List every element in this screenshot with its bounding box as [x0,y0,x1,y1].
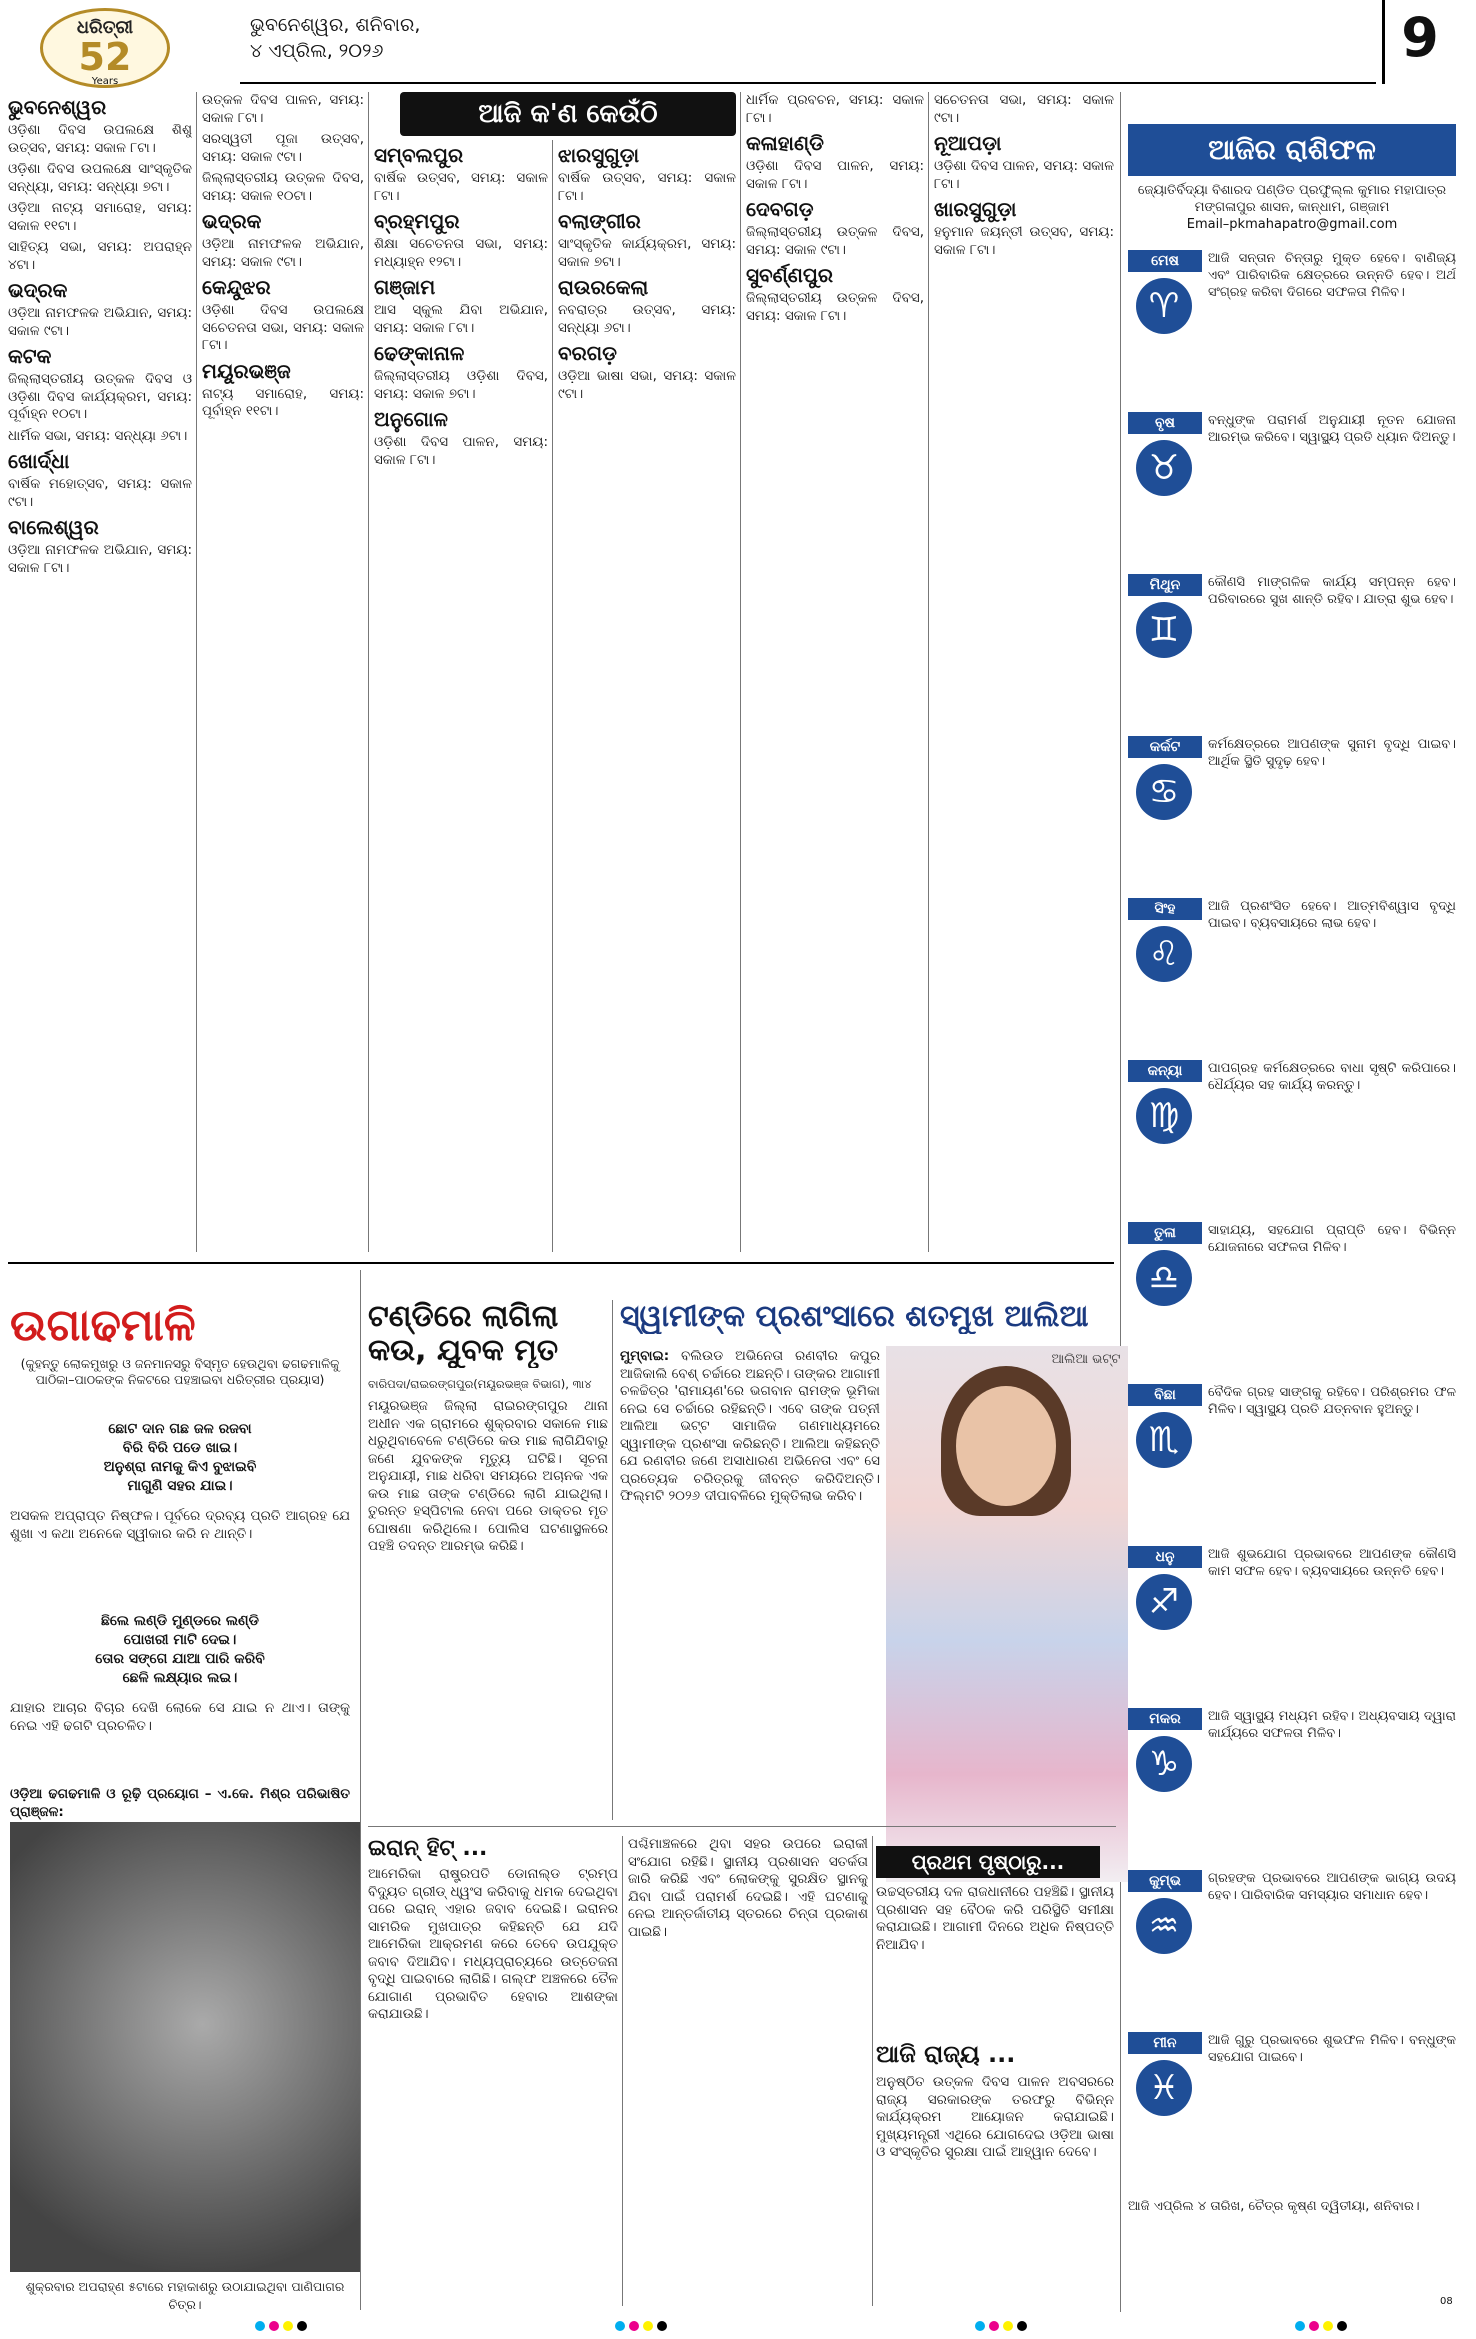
registration-dot [1003,2321,1013,2331]
event-city-heading: ଢେଙ୍କାନାଳ [374,341,465,365]
years-label: Years [91,76,119,87]
rashi-name: କୁମ୍ଭ [1128,1870,1202,1892]
story1-body: ମୟୂରଭଞ୍ଜ ଜିଲ୍ଲା ରାଇରଙ୍ଗପୁର ଥାନା ଅଧୀନ ଏକ ଗ୍ରାମରେ ଶୁକ୍ରବାର ସକାଳେ ମାଛ ଧରୁଥିବାବେଳେ ଟଣ୍ଡିରେ କଉ ମାଛ ଲାଗିଯିବାରୁ ଜଣେ ଯୁବକଙ୍କ ମୃତ୍ୟୁ ଘଟିଛି। ସୂଚନା ଅନୁଯାୟୀ, ମାଛ ଧରିବା ସମୟରେ ଅଚାନକ ଏକ କଉ ମାଛ ତାଙ୍କ ଟଣ୍ଡିରେ ଲାଗି ଯାଇଥିଲା। ତୁରନ୍ତ ହସ୍ପିଟାଲ ନେବା ପରେ ଡାକ୍ତର ମୃତ ଘୋଷଣା କରିଥିଲେ। ପୋଲିସ ଘଟଣାସ୍ଥଳରେ ପହଞ୍ଚି ତଦନ୍ତ ଆରମ୍ଭ କରିଛି। [368,1398,608,1554]
rashi-name: ତୁଳା [1128,1222,1202,1244]
poem-line: ଅନୁଶ୍ରା ନାମକୁ କିଏ ବୁଝାଇବି [103,1459,257,1475]
rashifal-intro [1128,182,1456,233]
registration-dot [975,2321,985,2331]
rashi-text: ଆଜି ସ୍ୱାସ୍ଥ୍ୟ ମଧ୍ୟମ ରହିବ। ଅଧ୍ୟବସାୟ ଦ୍ୱାରା କାର୍ଯ୍ୟରେ ସଫଳତା ମିଳିବ। [1208,1709,1456,1741]
event-city-heading: ମୟୂରଭଞ୍ଜ [202,358,291,383]
events-column-4 [558,140,736,1252]
zodiac-icon: ♋ [1136,764,1192,820]
event-city-heading: ଖାରସୁଗୁଡ଼ା [934,197,1017,221]
rashi-name: ମେଷ [1128,250,1202,272]
astrologer-email: Email–pkmahapatro@gmail.com [1186,217,1398,232]
column-rule [622,1836,623,2306]
weather-caption: ଶୁକ୍ରବାର ଅପରାହ୍ଣ ୫ଟାରେ ମହାକାଶରୁ ଉଠାଯାଇଥିବା ପାଣିପାଗର ଚିତ୍ର। [25,2279,345,2312]
rashi-name: ମିଥୁନ [1128,574,1202,596]
event-item: ସାହିତ୍ୟ ସଭା, ସମୟ: ଅପରାହ୍ନ ୪ଟା। [8,239,192,273]
rashi-name: କନ୍ୟା [1128,1060,1202,1082]
story2-dateline: ମୁମ୍ବାଇ: [620,1348,670,1364]
satellite-image [10,1822,360,2272]
event-city-heading: ଖୋର୍ଦ୍ଧା [8,449,70,473]
ugadhamali-para-2: ଯାହାର ଆଚାର ବିଚାର ଦେଖି ଲୋକେ ସେ ଯାଇ ନ ଥାଏ। ତାଙ୍କୁ ନେଇ ଏହି ଢଗଟି ପ୍ରଚଳିତ। [10,1700,350,1734]
event-item: ସରସ୍ୱତୀ ପୂଜା ଉତ୍ସବ, ସମୟ: ସକାଳ ୯ଟା। [202,131,364,165]
rashi-entry [1128,2032,1456,2188]
column-rule [740,92,741,1252]
poem-line: ଛିଲେ ଲଣ୍ଡି ମୁଣ୍ଡରେ ଲଣ୍ଡି [100,1613,260,1629]
events-column-5 [746,92,924,1252]
event-item: ଜିଲ୍ଲାସ୍ତରୀୟ ଉତ୍କଳ ଦିବସ ଓ ଓଡ଼ିଶା ଦିବସ କାର୍ଯ୍ୟକ୍ରମ, ସମୟ: ପୂର୍ବାହ୍ନ ୧୦ଟା। [8,371,192,422]
rashi-name: ବିଛା [1128,1384,1202,1406]
column-rule [1120,92,1121,2312]
ugadhamali-poem-1 [10,1420,350,1496]
registration-dot [297,2321,307,2331]
zodiac-icon: ♊ [1136,602,1192,658]
rashi-name: ସିଂହ [1128,898,1202,920]
rashi-entry [1128,736,1456,892]
poem-line: ମାଗୁଣି ସହର ଯାଇ। [127,1478,233,1494]
registration-dot [1295,2321,1305,2331]
ugadhamali-subtitle: (କୁହନ୍ତୁ ଲୋକମୁଖରୁ ଓ ଜନମାନସରୁ ବିସ୍ମୃତ ହେଉଥିବା ଢଗଢମାଳିକୁ ପାଠିକା–ପାଠକଙ୍କ ନିକଟରେ ପହଞ୍ଚାଇବା ଧରିତ୍ରୀର ପ୍ରୟାସ) [20,1356,340,1387]
event-city-heading: ବାଲେଶ୍ୱର [8,515,99,539]
event-city-heading: ଗଞ୍ଜାମ [374,275,436,299]
header-rule [240,82,1376,84]
ugadhamali-title: ଉଗାଢମାଳି [10,1300,196,1351]
story1-headline: ଟଣ୍ଡିରେ ଲାଗିଲା କଉ, ଯୁବକ ମୃତ [368,1300,559,1368]
rashi-entry [1128,1222,1456,1378]
section-rule [8,1262,1114,1264]
zodiac-icon: ♓ [1136,2060,1192,2116]
column-rule [872,1836,873,2306]
rashi-text: ଆଜି ସନ୍ତାନ ଚିନ୍ତାରୁ ମୁକ୍ତ ହେବେ। ବାଣିଜ୍ୟ ଏବଂ ପାରିବାରିକ କ୍ଷେତ୍ରରେ ଉନ୍ନତି ହେବ। ଅର୍ଥ ସଂଗ୍ରହ କରିବା ଦିଗରେ ସଫଳତା ମିଳିବ। [1208,251,1456,300]
rashi-text: ଗ୍ରହଙ୍କ ପ୍ରଭାବରେ ଆପଣଙ୍କ ଭାଗ୍ୟ ଉଦୟ ହେବ। ପାରିବାରିକ ସମସ୍ୟାର ସମାଧାନ ହେବ। [1208,1871,1456,1903]
registration-dot [1323,2321,1333,2331]
event-item: ଓଡ଼ିଶା ଦିବସ ପାଳନ, ସମୟ: ସକାଳ ୮ଟା। [934,158,1114,192]
event-city-heading: ଭଦ୍ରକ [8,278,68,302]
event-item: ଓଡ଼ିଆ ନାଟ୍ୟ ସମାରୋହ, ସମୟ: ସକାଳ ୧୧ଟା। [8,200,192,234]
event-item: ଆସ ସ୍କୁଲ ଯିବା ଅଭିଯାନ, ସମୟ: ସକାଳ ୮ଟା। [374,302,548,336]
registration-dot [1337,2321,1347,2331]
event-item: ଓଡ଼ିଆ ନାମଫଳକ ଅଭିଯାନ, ସମୟ: ସକାଳ ୯ଟା। [202,236,364,270]
registration-dot [643,2321,653,2331]
photo-caption: ଆଲିଆ ଭଟ୍ଟ [1051,1352,1121,1367]
photo-face [956,1386,1056,1506]
events-column-1 [8,92,192,1252]
rashifal-title: ଆଜିର ରାଶିଫଳ [1128,124,1456,176]
event-item: ଓଡ଼ିଶା ଦିବସ ପାଳନ, ସମୟ: ସକାଳ ୮ଟା। [746,158,924,192]
astrologer-name: ଜ୍ୟୋତିର୍ବିଦ୍ୟା ବିଶାରଦ ପଣ୍ଡିତ ପ୍ରଫୁଲ୍ଲ କୁମାର ମହାପାତ୍ର [1137,183,1447,198]
event-item: ବାର୍ଷିକ ମହୋତ୍ସବ, ସମୟ: ସକାଳ ୯ଟା। [8,476,192,510]
event-item: ହନୁମାନ ଜୟନ୍ତୀ ଉତ୍ସବ, ସମୟ: ସକାଳ ୮ଟା। [934,224,1114,258]
rashi-entry [1128,1060,1456,1216]
rashi-text: ସାହାଯ୍ୟ, ସହଯୋଗ ପ୍ରାପ୍ତି ହେବ। ବିଭିନ୍ନ ଯୋଜନାରେ ସଫଳତା ମିଳିବ। [1208,1223,1456,1255]
event-item: ଜିଲ୍ଲାସ୍ତରୀୟ ଉତ୍କଳ ଦିବସ, ସମୟ: ସକାଳ ୯ଟା। [746,224,924,258]
brand-name: ଧରିତ୍ରୀ [76,17,134,38]
event-city-heading: କଟକ [8,344,52,368]
rashi-entry [1128,1546,1456,1702]
zodiac-icon: ♉ [1136,440,1192,496]
event-item: ବାର୍ଷିକ ଉତ୍ସବ, ସମୟ: ସକାଳ ୮ଟା। [374,170,548,204]
rashi-text: ବୈଦିକ ଗ୍ରହ ସାଙ୍ଗକୁ ରହିବେ। ପରିଶ୍ରମର ଫଳ ମିଳିବ। ସ୍ୱାସ୍ଥ୍ୟ ପ୍ରତି ଯତ୍ନବାନ ହୁଅନ୍ତୁ। [1208,1385,1456,1417]
event-city-heading: ବ୍ରହ୍ମପୁର [374,209,460,233]
story2-text: ବଲିଉଡ ଅଭିନେତା ରଣବୀର କପୁର ଆଜିକାଲି ବେଶ୍ ଚର୍ଚ୍ଚାରେ ଅଛନ୍ତି। ତାଙ୍କର ଆଗାମୀ ଚଳଚ୍ଚିତ୍ର 'ରାମାୟଣ'ରେ ଭଗବାନ ରାମଙ୍କ ଭୂମିକା ନେଇ ସେ ଚର୍ଚ୍ଚାରେ ରହିଛନ୍ତି। ଏବେ ତାଙ୍କ ପତ୍ନୀ ଆଲିଆ ଭଟ୍ଟ ସାମାଜିକ ଗଣମାଧ୍ୟମରେ ସ୍ୱାମୀଙ୍କ ପ୍ରଶଂସା କରିଛନ୍ତି। ଆଲିଆ କହିଛନ୍ତି ଯେ ରଣବୀର ଜଣେ ଅସାଧାରଣ ଅଭିନେତା ଏବଂ ସେ ପ୍ରତ୍ୟେକ ଚରିତ୍ରକୁ ଜୀବନ୍ତ କରିଦିଅନ୍ତି। ଫିଲ୍ମଟି ୨୦୨୬ ଦୀପାବଳିରେ ମୁକ୍ତିଲାଭ କରିବ। [620,1348,880,1504]
registration-dot [255,2321,265,2331]
event-city-heading: ଝାରସୁଗୁଡ଼ା [558,143,640,167]
print-registration-strip [0,2316,1476,2336]
event-item: ନାଟ୍ୟ ସମାରୋହ, ସମୟ: ପୂର୍ବାହ୍ନ ୧୧ଟା। [202,385,364,419]
event-item: ଓଡ଼ିଆ ନାମଫଳକ ଅଭିଯାନ, ସମୟ: ସକାଳ ୮ଟା। [8,542,192,576]
event-item: ଓଡ଼ିଶା ଦିବସ ପାଳନ, ସମୟ: ସକାଳ ୮ଟା। [374,434,548,468]
story3-body: ଆମେରିକା ରାଷ୍ଟ୍ରପତି ଡୋନାଲ୍ଡ ଟ୍ରମ୍ପ ବିଦ୍ୟୁତ ଗ୍ରୀଡ୍ ଧ୍ୱଂସ କରିବାକୁ ଧମକ ଦେଇଥିବା ପରେ ଇରାନ୍ ଏହାର ଜବାବ ଦେଇଛି। ଇରାନର ସାମରିକ ମୁଖପାତ୍ର କହିଛନ୍ତି ଯେ ଯଦି ଆମେରିକା ଆକ୍ରମଣ କରେ ତେବେ ଉପଯୁକ୍ତ ଜବାବ ଦିଆଯିବ। ମଧ୍ୟପ୍ରାଚ୍ୟରେ ଉତ୍ତେଜନା ବୃଦ୍ଧି ପାଇବାରେ ଲାଗିଛି। ଗଲ୍ଫ ଅଞ୍ଚଳରେ ତୈଳ ଯୋଗାଣ ପ୍ରଭାବିତ ହେବାର ଆଶଙ୍କା କରାଯାଉଛି। [368,1866,618,2022]
event-item: ବାର୍ଷିକ ଉତ୍ସବ, ସମୟ: ସକାଳ ୮ଟା। [558,170,736,204]
registration-dot [1309,2321,1319,2331]
event-item: ଓଡ଼ିଶା ଦିବସ ଉପଲକ୍ଷେ ସାଂସ୍କୃତିକ ସନ୍ଧ୍ୟା, ସମୟ: ସନ୍ଧ୍ୟା ୭ଟା। [8,161,192,195]
event-item: ଜିଲ୍ଲାସ୍ତରୀୟ ଉତ୍କଳ ଦିବସ, ସମୟ: ସକାଳ ୮ଟା। [746,290,924,324]
event-item: ଜିଲ୍ଲାସ୍ତରୀୟ ଓଡ଼ିଶା ଦିବସ, ସମୟ: ସକାଳ ୭ଟା। [374,368,548,402]
event-city-heading: ବଲାଙ୍ଗୀର [558,209,641,233]
event-item: ଜିଲ୍ଲାସ୍ତରୀୟ ଉତ୍କଳ ଦିବସ, ସମୟ: ସକାଳ ୧୦ଟା। [202,170,364,204]
rashi-text: ଆଜି ଶୁଭଯୋଗ ପ୍ରଭାବରେ ଆପଣଙ୍କ କୌଣସି କାମ ସଫଳ ହେବ। ବ୍ୟବସାୟରେ ଉନ୍ନତି ହେବ। [1208,1547,1456,1579]
rashi-text: କର୍ମକ୍ଷେତ୍ରରେ ଆପଣଙ୍କ ସୁନାମ ବୃଦ୍ଧି ପାଇବ। ଆର୍ଥିକ ସ୍ଥିତି ସୁଦୃଢ଼ ହେବ। [1208,737,1456,769]
event-city-heading: ରାଉରକେଲା [558,275,649,299]
zodiac-icon: ♒ [1136,1898,1192,1954]
event-city-heading: ଭଦ୍ରକ [202,209,262,233]
ugadhamali-credit: ଓଡ଼ିଆ ଢଗଢମାଳି ଓ ରୂଢ଼ି ପ୍ରୟୋଗ – ଏ.କେ. ମିଶ୍ର ପରିଭାଷିତ ପ୍ରାଞ୍ଜଳ: [10,1786,350,1820]
column-rule [360,1270,361,2310]
zodiac-icon: ♌ [1136,926,1192,982]
rashi-name: ବୃଷ [1128,412,1202,434]
front-section-subhead: ଆଜି ରାଜ୍ୟ ... [876,2040,1016,2068]
registration-dot [657,2321,667,2331]
front-section-body: ଉଚ୍ଚସ୍ତରୀୟ ଦଳ ରାଜଧାନୀରେ ପହଞ୍ଚିଛି। ସ୍ଥାନୀୟ ପ୍ରଶାସନ ସହ ବୈଠକ କରି ପରିସ୍ଥିତି ସମୀକ୍ଷା କରାଯାଇଛି। ଆଗାମୀ ଦିନରେ ଅଧିକ ନିଷ୍ପତ୍ତି ନିଆଯିବ। [876,1884,1114,1953]
actress-photo [886,1346,1128,1882]
poem-line: ତୋର ସଙ୍ଗେ ଯାଆ ପାରି କରିବି [95,1651,265,1667]
almanac: ଆଜି ଏପ୍ରିଲ ୪ ତାରିଖ, ଚୈତ୍ର କୃଷ୍ଣ ଦ୍ୱିତୀୟା, ଶନିବାର। [1128,2199,1420,2214]
anniversary-years: 52 [78,35,132,79]
front-page-continuation-label: ପ୍ରଥମ ପୃଷ୍ଠାରୁ... [876,1846,1100,1878]
event-city-heading: ଦେବଗଡ଼ [746,197,814,221]
events-column-2 [202,92,364,1252]
poem-line: ଛେଳି ଲକ୍ଷ୍ୟାର ଲଇ। [122,1670,238,1686]
rashi-text: ବନ୍ଧୁଙ୍କ ପରାମର୍ଶ ଅନୁଯାୟୀ ନୂତନ ଯୋଜନା ଆରମ୍ଭ କରିବେ। ସ୍ୱାସ୍ଥ୍ୟ ପ୍ରତି ଧ୍ୟାନ ଦିଅନ୍ତୁ। [1208,413,1456,445]
rashi-name: ଧନୁ [1128,1546,1202,1568]
poem-line: ପୋଖରୀ ମାଟି ଦେଇ। [123,1632,237,1648]
zodiac-icon: ♐ [1136,1574,1192,1630]
events-column-6 [934,92,1114,1252]
story1-dateline: ବାରିପଦା/ରାଇରଙ୍ଗପୁର(ମୟୂରଭଞ୍ଜ ବିଭାଗ), ୩ା୪ [368,1377,592,1391]
registration-dot [629,2321,639,2331]
rashi-entry [1128,1708,1456,1864]
rashi-text: ପାପଗ୍ରହ କର୍ମକ୍ଷେତ୍ରରେ ବାଧା ସୃଷ୍ଟି କରିପାରେ। ଧୈର୍ଯ୍ୟର ସହ କାର୍ଯ୍ୟ କରନ୍ତୁ। [1208,1061,1456,1093]
column-rule [196,92,197,1252]
zodiac-icon: ♎ [1136,1250,1192,1306]
event-item: ଉତ୍କଳ ଦିବସ ପାଳନ, ସମୟ: ସକାଳ ୮ଟା। [202,92,364,126]
event-city-heading: ବରଗଡ଼ [558,341,617,365]
event-item: ଓଡ଼ିଆ ଭାଷା ସଭା, ସମୟ: ସକାଳ ୯ଟା। [558,368,736,402]
story3-body-2: ପଶ୍ଚିମାଞ୍ଚଳରେ ଥିବା ସହର ଉପରେ ଇରାକୀ ସଂଯୋଗ ରହିଛି। ସ୍ଥାନୀୟ ପ୍ରଶାସନ ସତର୍କତା ଜାରି କରିଛି ଏବଂ ଲୋକଙ୍କୁ ସୁରକ୍ଷିତ ସ୍ଥାନକୁ ଯିବା ପାଇଁ ପରାମର୍ଶ ଦେଇଛି। ଏହି ଘଟଣାକୁ ନେଇ ଆନ୍ତର୍ଜାତୀୟ ସ୍ତରରେ ଚିନ୍ତା ପ୍ରକାଶ ପାଇଛି। [628,1836,868,1940]
event-item: ଶିକ୍ଷା ସଚେତନତା ସଭା, ସମୟ: ମଧ୍ୟାହ୍ନ ୧୨ଟା। [374,236,548,270]
event-city-heading: ନୂଆପଡ଼ା [934,131,1002,155]
rashi-entry [1128,250,1456,406]
events-banner: ଆଜି କ'ଣ କେଉଁଠି [400,92,736,136]
zodiac-icon: ♑ [1136,1736,1192,1792]
column-rule [368,92,369,1252]
registration-dot [615,2321,625,2331]
header-divider [1382,0,1385,84]
rashi-name: ମୀନ [1128,2032,1202,2054]
rashi-name: ମକର [1128,1708,1202,1730]
poem-line: ବିରି ବିରି ପଡେ ଖାଇ। [122,1440,238,1456]
rashi-entry [1128,1384,1456,1540]
registration-dot [269,2321,279,2331]
events-column-3 [374,140,548,1252]
zodiac-icon: ♍ [1136,1088,1192,1144]
footer-code: 08 [1440,2296,1453,2307]
event-item: ଧାର୍ମିକ ସଭା, ସମୟ: ସନ୍ଧ୍ୟା ୬ଟା। [8,427,188,444]
poem-line: ଛୋଟ ଦାନ ଗଛ ଜଳ ରଜବା [108,1421,252,1437]
event-item: ସାଂସ୍କୃତିକ କାର୍ଯ୍ୟକ୍ରମ, ସମୟ: ସକାଳ ୭ଟା। [558,236,736,270]
page-number: 9 [1401,6,1439,69]
rashi-entry [1128,898,1456,1054]
event-city-heading: ସମ୍ବଲପୁର [374,143,464,167]
column-rule [612,1300,613,1820]
registration-dot [989,2321,999,2331]
column-rule [928,92,929,1252]
event-city-heading: ଅନୁଗୋଳ [374,407,448,431]
event-city-heading: କଳାହାଣ୍ଡି [746,131,824,155]
event-city-heading: କେନ୍ଦୁଝର [202,275,271,299]
rashi-text: ଆଜି ପ୍ରଶଂସିତ ହେବେ। ଆତ୍ମବିଶ୍ୱାସ ବୃଦ୍ଧି ପାଇବ। ବ୍ୟବସାୟରେ ଲାଭ ହେବ। [1208,899,1456,931]
event-item: ଧାର୍ମିକ ପ୍ରବଚନ, ସମୟ: ସକାଳ ୮ଟା। [746,92,924,126]
rashi-text: କୌଣସି ମାଙ୍ଗଳିକ କାର୍ଯ୍ୟ ସମ୍ପନ୍ନ ହେବ। ପରିବାରରେ ସୁଖ ଶାନ୍ତି ରହିବ। ଯାତ୍ରା ଶୁଭ ହେବ। [1208,575,1456,607]
astrologer-address: ମଙ୍ଗଳାପୁର ଶାସନ, କାନ୍ଧାମ, ଗଞ୍ଜାମ [1194,200,1390,215]
date-line-1: ଭୁବନେଶ୍ୱର, ଶନିବାର, [250,14,421,36]
ugadhamali-poem-2 [10,1612,350,1688]
registration-dot [283,2321,293,2331]
section-rule [368,1826,1116,1827]
front-section-subbody: ଅନୁଷ୍ଠିତ ଉତ୍କଳ ଦିବସ ପାଳନ ଅବସରରେ ରାଜ୍ୟ ସରକାରଙ୍କ ତରଫରୁ ବିଭିନ୍ନ କାର୍ଯ୍ୟକ୍ରମ ଆୟୋଜନ କରାଯାଇଛି। ମୁଖ୍ୟମନ୍ତ୍ରୀ ଏଥିରେ ଯୋଗଦେଇ ଓଡ଼ିଆ ଭାଷା ଓ ସଂସ୍କୃତିର ସୁରକ୍ଷା ପାଇଁ ଆହ୍ୱାନ ଦେବେ। [876,2074,1114,2160]
zodiac-icon: ♈ [1136,278,1192,334]
rashi-entry [1128,412,1456,568]
rashi-text: ଆଜି ଗୁରୁ ପ୍ରଭାବରେ ଶୁଭଫଳ ମିଳିବ। ବନ୍ଧୁଙ୍କ ସହଯୋଗ ପାଇବେ। [1208,2033,1456,2065]
column-rule [552,140,553,1252]
story2-body [620,1348,880,1818]
masthead-logo [40,8,170,88]
event-item: ଓଡ଼ିଶା ଦିବସ ଉପଲକ୍ଷେ ସଚେତନତା ସଭା, ସମୟ: ସକାଳ ୮ଟା। [202,302,364,353]
rashi-entry [1128,1870,1456,2026]
event-item: ଓଡ଼ିଶା ଦିବସ ଉପଲକ୍ଷେ ଶିଶୁ ଉତ୍ସବ, ସମୟ: ସକାଳ ୮ଟା। [8,122,192,156]
date-line [250,12,470,64]
registration-dot [1017,2321,1027,2331]
date-line-2: ୪ ଏପ୍ରିଲ, ୨୦୨୬ [250,40,384,62]
rashi-name: କର୍କଟ [1128,736,1202,758]
registration-marks [0,2316,1476,2336]
story3-headline: ଇରାନ୍ ହିଟ୍ ... [368,1836,488,1861]
zodiac-icon: ♏ [1136,1412,1192,1468]
rashi-entry [1128,574,1456,730]
event-city-heading: ଭୁବନେଶ୍ୱର [8,95,107,119]
event-item: ନବରାତ୍ର ଉତ୍ସବ, ସମୟ: ସନ୍ଧ୍ୟା ୬ଟା। [558,302,736,336]
event-city-heading: ସୁବର୍ଣ୍ଣପୁର [746,263,834,287]
event-item: ଓଡ଼ିଆ ନାମଫଳକ ଅଭିଯାନ, ସମୟ: ସକାଳ ୯ଟା। [8,305,192,339]
ugadhamali-para-1: ଅସକଳ ଅପ୍ରାପ୍ତ ନିଷ୍ଫଳ। ପୂର୍ବରେ ଦ୍ରବ୍ୟ ପ୍ରତି ଆଗ୍ରହ ଯେ ଶୁଖା ଏ କଥା ଅନେକେ ସ୍ୱୀକାର କରି ନ ଥାନ୍ତି। [10,1508,350,1542]
event-item: ସଚେତନତା ସଭା, ସମୟ: ସକାଳ ୯ଟା। [934,92,1114,126]
story2-headline: ସ୍ୱାମୀଙ୍କ ପ୍ରଶଂସାରେ ଶତମୁଖ ଆଲିଆ [620,1300,1089,1334]
